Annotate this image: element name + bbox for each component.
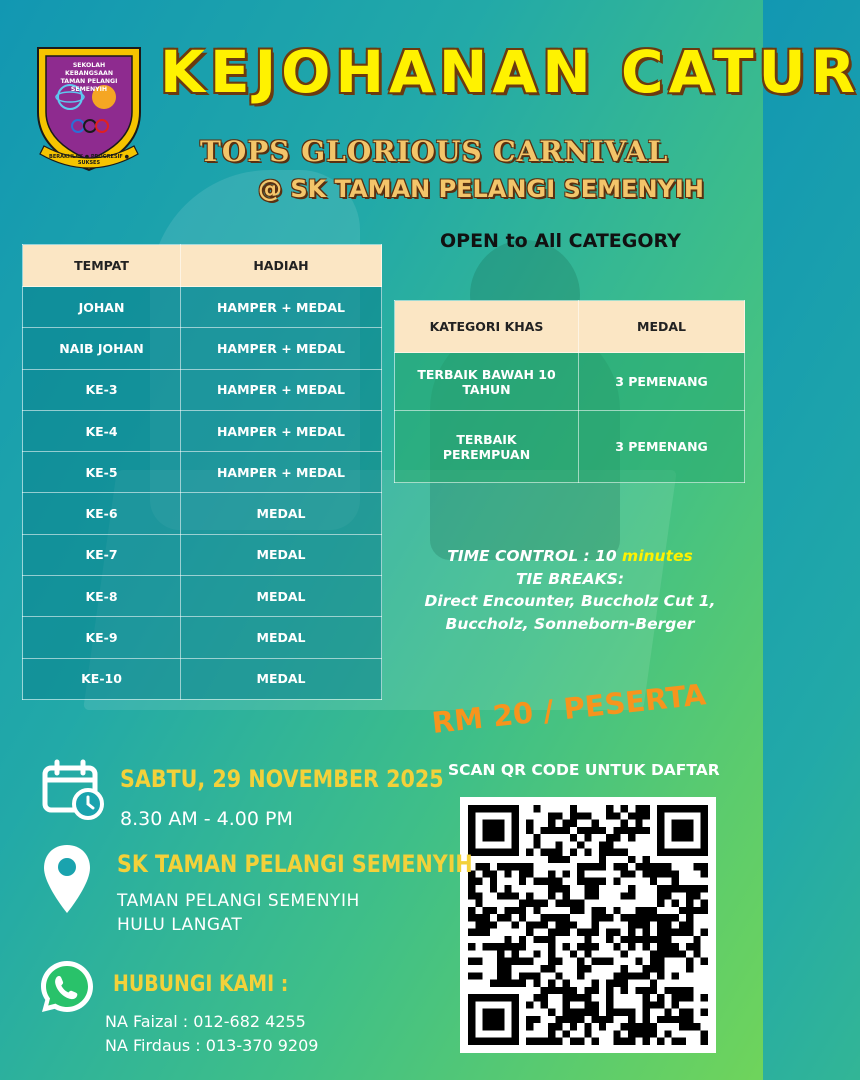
table-cell: MEDAL [181, 534, 382, 575]
table-cell: HAMPER + MEDAL [181, 410, 382, 451]
tie-breaks-line-2: Buccholz, Sonneborn-Berger [445, 614, 695, 633]
logo-motto: BERAKHLAK ● PROGRESIF ● SUKSES [49, 154, 129, 166]
school-logo [30, 42, 148, 177]
table-cell: KE-6 [23, 493, 181, 534]
page-title: KEJOHANAN CATUR [160, 38, 860, 106]
header-kategori-khas: KATEGORI KHAS [395, 301, 579, 353]
table-cell: KE-10 [23, 658, 181, 699]
contact-heading: HUBUNGI KAMI : [113, 972, 289, 997]
venue-address-line-1: TAMAN PELANGI SEMENYIH [117, 891, 360, 911]
whatsapp-icon [38, 958, 96, 1020]
table-cell: 3 PEMENANG [579, 353, 745, 411]
table-cell: KE-5 [23, 452, 181, 493]
table-row [23, 658, 382, 699]
table-cell: KE-4 [23, 410, 181, 451]
table-header-row [395, 301, 745, 353]
special-category-table [394, 300, 745, 483]
table-row [23, 576, 382, 617]
table-cell: MEDAL [181, 658, 382, 699]
table-cell: HAMPER + MEDAL [181, 452, 382, 493]
table-cell: NAIB JOHAN [23, 328, 181, 369]
table-row [23, 452, 382, 493]
table-row [23, 287, 382, 328]
table-cell: 3 PEMENANG [579, 411, 745, 483]
header-hadiah: HADIAH [181, 245, 382, 287]
tie-breaks-label: TIE BREAKS: [515, 569, 625, 588]
table-row [23, 328, 382, 369]
tie-breaks-line-1: Direct Encounter, Buccholz Cut 1, [424, 592, 716, 610]
table-cell: HAMPER + MEDAL [181, 369, 382, 410]
venue-address-line-2: HULU LANGAT [117, 915, 243, 935]
table-row [23, 410, 382, 451]
table-row [23, 534, 382, 575]
table-cell: HAMPER + MEDAL [181, 287, 382, 328]
header-tempat: TEMPAT [23, 245, 181, 287]
calendar-clock-icon [42, 760, 106, 824]
time-control-unit: minutes [622, 547, 693, 565]
qr-code-image [468, 805, 708, 1045]
event-venue: SK TAMAN PELANGI SEMENYIH [117, 850, 473, 878]
table-row [395, 353, 745, 411]
header-medal: MEDAL [579, 301, 745, 353]
contact-line-2: NA Firdaus : 013-370 9209 [105, 1036, 319, 1055]
logo-ring-text: SEKOLAH KEBANGSAAN TAMAN PELANGI SEMENYIH [60, 62, 118, 93]
entry-fee: RM 20 / PESERTA [430, 677, 708, 740]
table-cell: TERBAIK BAWAH 10 TAHUN [395, 353, 579, 411]
registration-qr-code[interactable] [460, 797, 716, 1053]
venue-heading: @ SK TAMAN PELANGI SEMENYIH [258, 175, 704, 203]
table-cell: MEDAL [181, 576, 382, 617]
table-row [395, 411, 745, 483]
table-row [23, 617, 382, 658]
table-cell: KE-3 [23, 369, 181, 410]
table-header-row [23, 245, 382, 287]
event-time: 8.30 AM - 4.00 PM [120, 808, 293, 830]
time-control-line [400, 545, 740, 568]
table-row [23, 369, 382, 410]
event-subtitle: TOPS GLORIOUS CARNIVAL [200, 135, 669, 168]
scan-qr-label: SCAN QR CODE UNTUK DAFTAR [448, 761, 720, 779]
table-row [23, 493, 382, 534]
location-pin-icon [42, 843, 92, 919]
table-cell: KE-8 [23, 576, 181, 617]
table-cell: MEDAL [181, 617, 382, 658]
prize-table [22, 244, 382, 700]
open-category-label: OPEN to All CATEGORY [440, 230, 681, 252]
table-cell: TERBAIK PEREMPUAN [395, 411, 579, 483]
table-cell: MEDAL [181, 493, 382, 534]
table-cell: KE-9 [23, 617, 181, 658]
table-cell: HAMPER + MEDAL [181, 328, 382, 369]
event-date: SABTU, 29 NOVEMBER 2025 [120, 765, 444, 793]
time-control-label: TIME CONTROL : 10 [447, 547, 623, 565]
table-cell: KE-7 [23, 534, 181, 575]
time-control-block [400, 545, 740, 635]
table-cell: JOHAN [23, 287, 181, 328]
contact-line-1: NA Faizal : 012-682 4255 [105, 1012, 306, 1031]
